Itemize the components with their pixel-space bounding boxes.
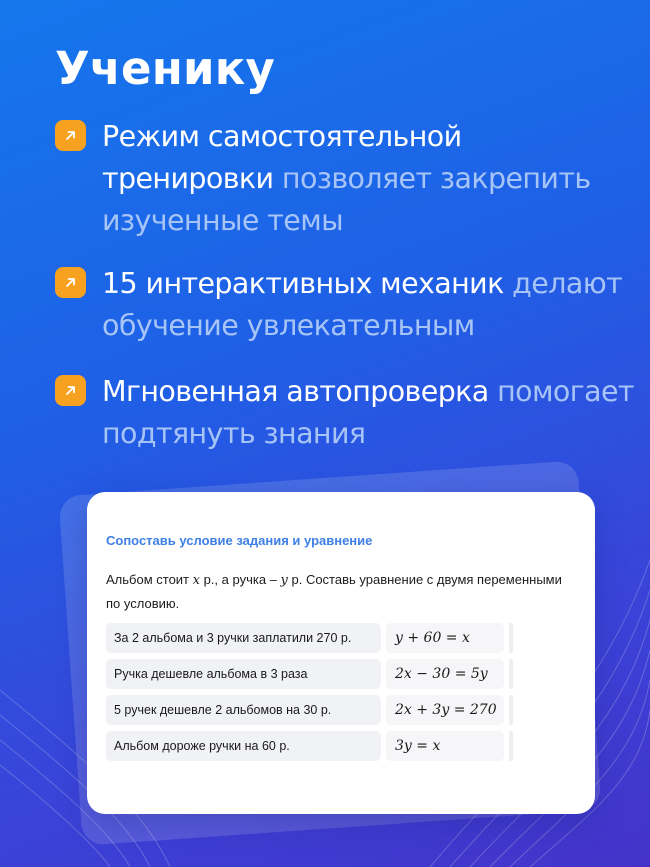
task-text-part: р. Составь уравнение с двумя переменными <box>287 572 562 587</box>
task-title: Сопоставь условие задания и уравнение <box>106 533 373 548</box>
feature-strong-text: Мгновенная автопроверка <box>102 375 489 408</box>
feature-item <box>55 371 635 455</box>
feature-light-text: позволяет закрепить изученные темы <box>102 162 591 237</box>
arrow-up-right-icon <box>55 267 86 298</box>
feature-item <box>55 263 635 347</box>
drop-slot[interactable] <box>509 695 513 725</box>
page-title: Ученику <box>55 42 276 95</box>
variable-x: x <box>192 573 200 588</box>
equation-card[interactable]: 3y = x <box>386 731 504 761</box>
feature-item <box>55 116 635 242</box>
feature-strong-text: Режим самостоятельной тренировки <box>102 120 462 195</box>
task-text-part: Альбом стоит <box>106 572 193 587</box>
task-card <box>87 492 595 814</box>
condition-card[interactable]: 5 ручек дешевле 2 альбомов на 30 р. <box>106 695 381 725</box>
task-text <box>106 568 586 615</box>
task-text-part: по условию. <box>106 596 180 611</box>
drop-slot[interactable] <box>509 623 513 653</box>
equation-card[interactable]: 2x − 30 = 5y <box>386 659 504 689</box>
drop-slot[interactable] <box>509 659 513 689</box>
condition-card[interactable]: Альбом дороже ручки на 60 р. <box>106 731 381 761</box>
drop-slot[interactable] <box>509 731 513 761</box>
variable-y: y <box>280 573 288 588</box>
arrow-up-right-icon <box>55 375 86 406</box>
feature-light-text: помогает подтянуть знания <box>102 375 634 450</box>
arrow-up-right-icon <box>55 120 86 151</box>
feature-strong-text: 15 интерактивных механик <box>102 267 504 300</box>
equation-card[interactable]: 2x + 3y = 270 <box>386 695 504 725</box>
condition-card[interactable]: Ручка дешевле альбома в 3 раза <box>106 659 381 689</box>
equation-card[interactable]: y + 60 = x <box>386 623 504 653</box>
feature-light-text: делают обучение увлекательным <box>102 267 623 342</box>
condition-card[interactable]: За 2 альбома и 3 ручки заплатили 270 р. <box>106 623 381 653</box>
task-text-part: р., а ручка – <box>199 572 281 587</box>
